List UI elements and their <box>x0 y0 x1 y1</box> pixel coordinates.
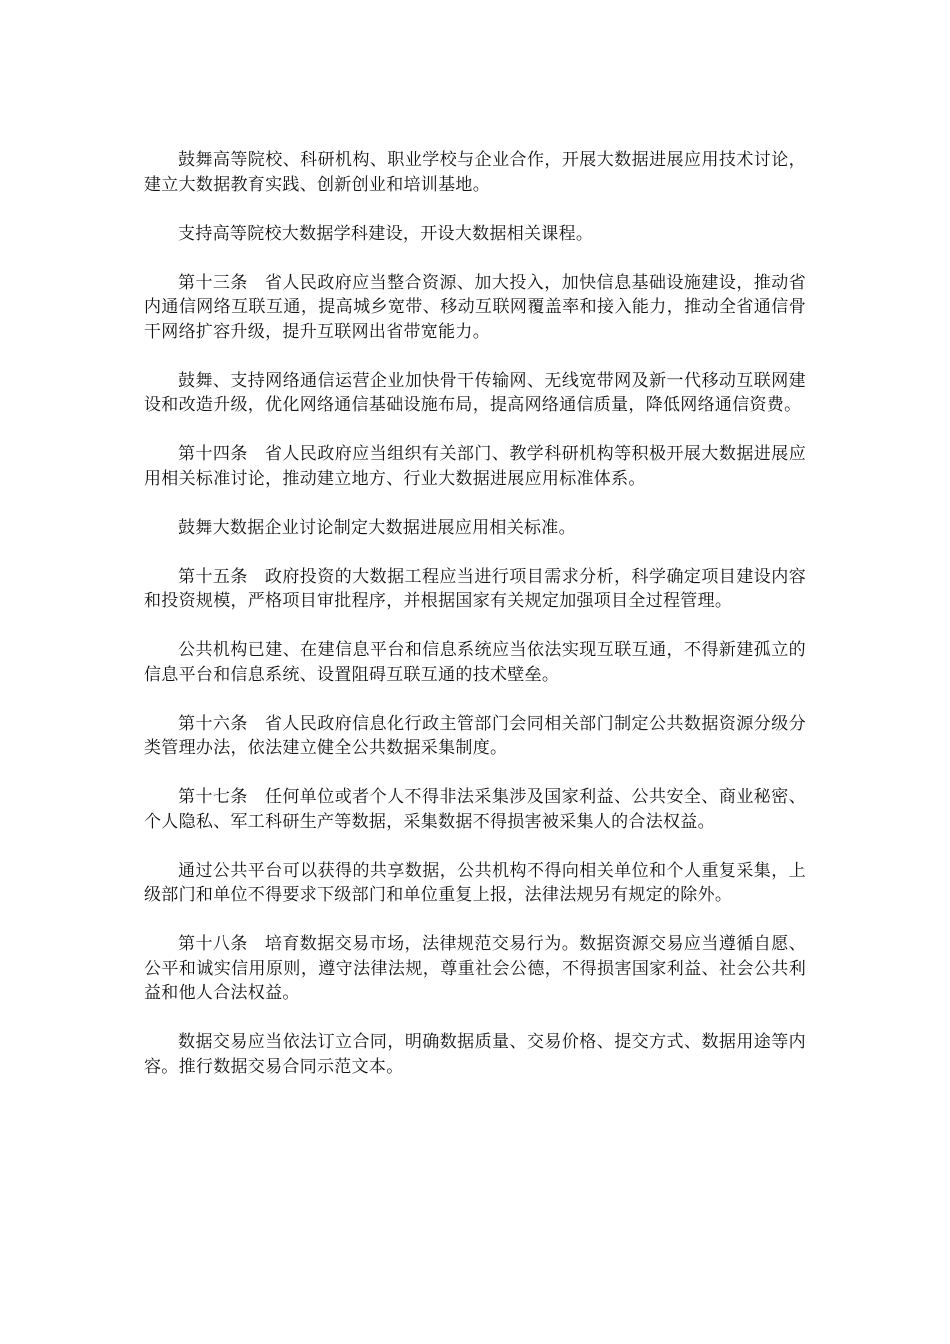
article-number: 第十五条 <box>178 566 248 587</box>
paragraph <box>144 148 806 197</box>
paragraph-text: 省人民政府信息化行政主管部门会同相关部门制定公共数据资源分级分类管理办法，依法建立健全公共数据采集制度。 <box>144 713 806 758</box>
paragraph <box>144 222 806 247</box>
paragraph-text: 省人民政府应当整合资源、加大投入，加快信息基础设施建设，推动省内通信网络互联互通，提高城乡宽带、移动互联网覆盖率和接入能力，推动全省通信骨干网络扩容升级，提升互联网出省带宽能力。 <box>144 272 806 342</box>
paragraph-text: 鼓舞高等院校、科研机构、职业学校与企业合作，开展大数据进展应用技术讨论，建立大数据教育实践、创新创业和培训基地。 <box>144 150 806 195</box>
paragraph <box>144 638 806 687</box>
paragraph <box>144 932 806 1006</box>
paragraph-text: 支持高等院校大数据学科建设，开设大数据相关课程。 <box>178 223 594 244</box>
paragraph-text: 政府投资的大数据工程应当进行项目需求分析，科学确定项目建设内容和投资规模，严格项目审批程序，并根据国家有关规定加强项目全过程管理。 <box>144 566 806 611</box>
article-number: 第十三条 <box>178 272 248 293</box>
paragraph <box>144 369 806 418</box>
paragraph-text: 鼓舞大数据企业讨论制定大数据进展应用相关标准。 <box>178 517 576 538</box>
paragraph-text: 鼓舞、支持网络通信运营企业加快骨干传输网、无线宽带网及新一代移动互联网建设和改造升级，优化网络通信基础设施布局，提高网络通信质量，降低网络通信资费。 <box>144 370 806 415</box>
paragraph <box>144 785 806 834</box>
paragraph-text: 培育数据交易市场，法律规范交易行为。数据资源交易应当遵循自愿、公平和诚实信用原则，遵守法律法规，尊重社会公德，不得损害国家利益、社会公共利益和他人合法权益。 <box>144 934 806 1003</box>
paragraph-text: 公共机构已建、在建信息平台和信息系统应当依法实现互联互通，不得新建孤立的信息平台和信息系统、设置阻碍互联互通的技术壁垒。 <box>144 640 806 685</box>
paragraph <box>144 442 806 491</box>
article-number: 第十四条 <box>178 444 248 464</box>
paragraph-text: 任何单位或者个人不得非法采集涉及国家利益、公共安全、商业秘密、个人隐私、军工科研生产等数据，采集数据不得损害被采集人的合法权益。 <box>144 787 806 832</box>
paragraph <box>144 516 806 541</box>
paragraph <box>144 712 806 761</box>
paragraph-text: 数据交易应当依法订立合同，明确数据质量、交易价格、提交方式、数据用途等内容。推行数据交易合同示范文本。 <box>144 1032 806 1077</box>
paragraph <box>144 271 806 345</box>
paragraph <box>144 859 806 908</box>
paragraph-text: 通过公共平台可以获得的共享数据，公共机构不得向相关单位和个人重复采集，上级部门和单位不得要求下级部门和单位重复上报，法律法规另有规定的除外。 <box>144 860 806 905</box>
paragraph-text: 省人民政府应当组织有关部门、教学科研机构等积极开展大数据进展应用相关标准讨论，推动建立地方、行业大数据进展应用标准体系。 <box>144 444 806 489</box>
document-page <box>144 148 806 1104</box>
article-number: 第十六条 <box>178 713 248 734</box>
article-number: 第十七条 <box>178 787 248 807</box>
paragraph <box>144 1030 806 1079</box>
paragraph <box>144 565 806 614</box>
article-number: 第十八条 <box>178 934 248 954</box>
